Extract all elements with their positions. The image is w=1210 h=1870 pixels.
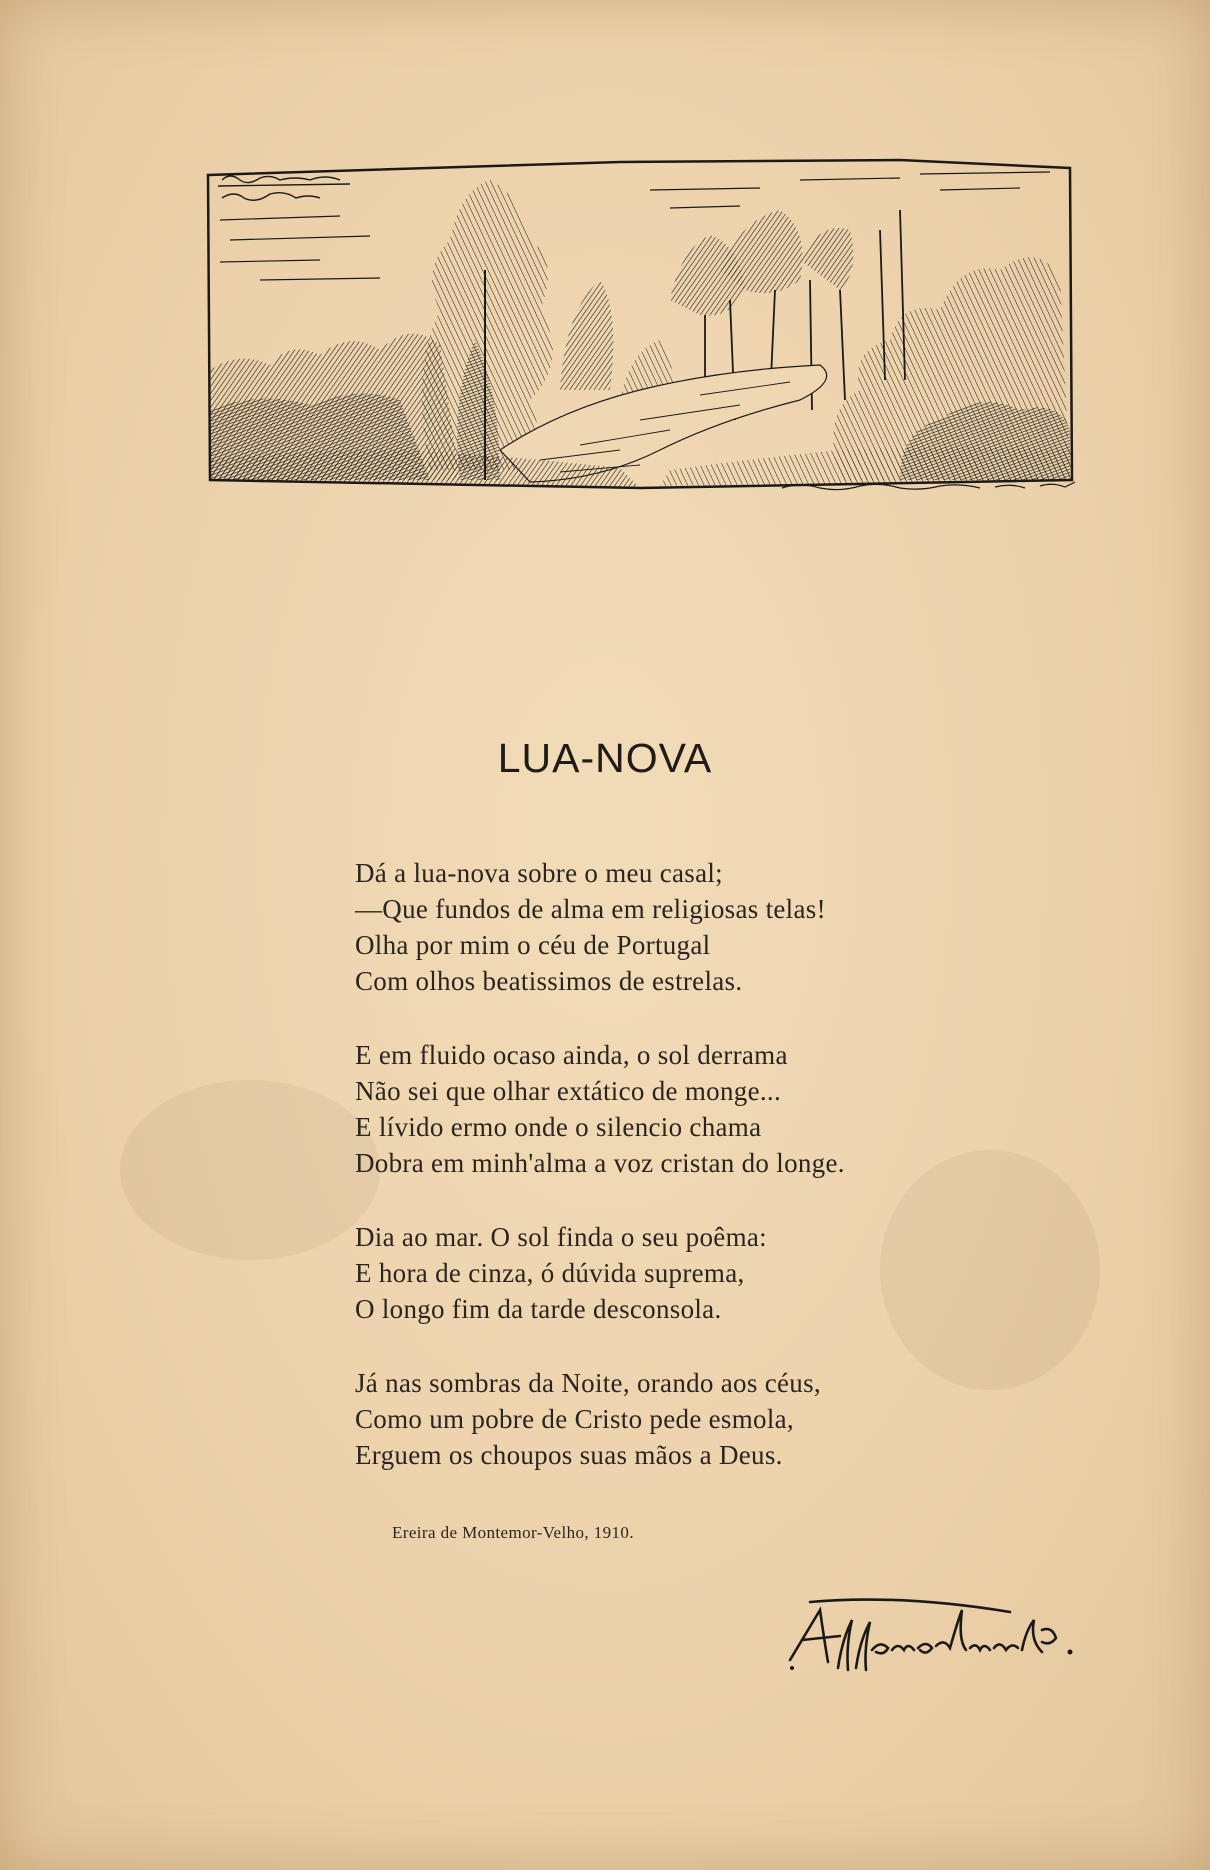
poem-line: Já nas sombras da Noite, orando aos céus,: [355, 1368, 821, 1398]
poem-line: Erguem os choupos suas mãos a Deus.: [355, 1440, 783, 1470]
stanza-4: [355, 1365, 1055, 1473]
poem-title: LUA-NOVA: [497, 735, 713, 781]
poem-line: Como um pobre de Cristo pede esmola,: [355, 1404, 794, 1434]
dateline: Ereira de Montemor-Velho, 1910.: [392, 1523, 634, 1542]
poem-line: —Que fundos de alma em religiosas telas!: [355, 894, 826, 924]
landscape-illustration: [200, 150, 1080, 495]
poem-line: Com olhos beatissimos de estrelas.: [355, 966, 743, 996]
stanza-3: [355, 1219, 1055, 1327]
poem-line: E em fluido ocaso ainda, o sol derrama: [355, 1040, 788, 1070]
poem-line: Não sei que olhar extático de monge...: [355, 1076, 782, 1106]
poem-body: [355, 855, 1055, 1511]
author-signature: [780, 1590, 1090, 1680]
poem-line: Olha por mim o céu de Portugal: [355, 930, 711, 960]
poem-line: Dá a lua-nova sobre o meu casal;: [355, 858, 723, 888]
poem-line: O longo fim da tarde desconsola.: [355, 1294, 722, 1324]
poem-line: Dobra em minh'alma a voz cristan do longe.: [355, 1148, 845, 1178]
stanza-2: [355, 1037, 1055, 1181]
poem-line: E lívido ermo onde o silencio chama: [355, 1112, 762, 1142]
poem-line: E hora de cinza, ó dúvida suprema,: [355, 1258, 745, 1288]
illustration-caption-scribble: [780, 478, 1080, 494]
paper-stain: [120, 1080, 380, 1260]
poem-line: Dia ao mar. O sol finda o seu poêma:: [355, 1222, 767, 1252]
stanza-1: [355, 855, 1055, 999]
